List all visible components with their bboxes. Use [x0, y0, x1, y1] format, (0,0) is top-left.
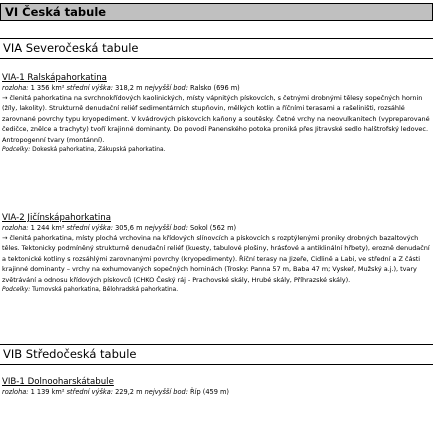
- unit-stats: [2, 83, 430, 93]
- peak-label: nejvyšší bod:: [144, 224, 188, 232]
- subunits-value: Turnovská pahorkatina, Bělohradská pahorkatina.: [32, 287, 179, 294]
- subsection-header-via: VIA Severočeská tabule: [0, 38, 433, 59]
- peak-value: Sokol (562 m): [190, 224, 237, 232]
- unit-title: VIA-1 Ralskápahorkatina: [2, 73, 107, 83]
- area-value: 1 244 km²: [30, 224, 65, 232]
- area-value: 1 356 km²: [30, 84, 65, 92]
- mean-height-value: 305,6 m: [115, 224, 143, 232]
- unit-description: → členitá pahorkatina na svrchnokřídových kaolinických, místy vápnitých pískovcích, s četnými drobnými tělesy sopečných hornin (žíly, lakolity). Strukturně denudační reliéf sedimentárních stupňovin, mělkých kotlin a říčními terasami a rašeliništi, rozsáhlé zarovnané povrchy typu kryopediment. V kvádrových pískovcích kaňony a soutěsky. Četné vrchy na neovulkanitech (vypreparované čedičce, znělce a trachyty) tvoří krajinné dominanty. Do povodí Panenského potoka proniká přes Jitravské sedlo halštrofský ledovec. Antropogenní tvary (montánní).: [2, 94, 430, 144]
- mean-height-value: 318,2 m: [115, 84, 143, 92]
- subsection-header-vib: VIB Středočeská tabule: [0, 344, 433, 365]
- unit-subunits: [2, 145, 430, 155]
- unit-block-via-2: [2, 213, 430, 295]
- main-section-header: VI Česká tabule: [0, 3, 433, 21]
- area-label: rozloha:: [2, 388, 29, 396]
- subunits-label: Podcelky:: [2, 147, 31, 154]
- unit-stats: [2, 223, 430, 233]
- peak-label: nejvyšší bod:: [144, 84, 188, 92]
- area-label: rozloha:: [2, 224, 29, 232]
- unit-title: VIB-1 Dolnooharskátabule: [2, 377, 114, 387]
- unit-stats: [2, 387, 430, 397]
- peak-value: Ralsko (696 m): [190, 84, 240, 92]
- subunits-label: Podcelky:: [2, 287, 31, 294]
- peak-value: Říp (459 m): [190, 388, 229, 396]
- unit-title: VIA-2 Jičínskápahorkatina: [2, 213, 111, 223]
- peak-label: nejvyšší bod:: [144, 388, 188, 396]
- unit-block-vib-1: [2, 377, 430, 397]
- mean-height-label: střední výška:: [66, 388, 113, 396]
- mean-height-label: střední výška:: [66, 84, 113, 92]
- area-label: rozloha:: [2, 84, 29, 92]
- area-value: 1 139 km²: [30, 388, 65, 396]
- unit-block-via-1: [2, 73, 430, 155]
- unit-description: → členitá pahorkatina, místy plochá vrchovina na křídových slínovcích a pískovcích s rozptýlenými proniky drobných bazaltových těles. Tektonicky podmíněný strukturně denudační reliéf (kuesty, tabulové plošiny, hrásťové a antiklinální hřbety), erozně denudační a tektonické kotliny s rozsáhlými zarovnanými povrchy (kryopedimenty). Říční terasy na Jizeře, Cidlině a Labi, ve střední a Z části krajinné dominanty – vrchy na exhumovaných sopečných horninách (Trosky: Panna 57 m, Baba 47 m; Vyskeř, Mužský a.j.), tvary zvětrávání a odnosu křídových pískovců (CHKO Český ráj - Prachovské skály, Hrubé skály, Příhrazské skály).: [2, 234, 430, 284]
- subunits-value: Dokeská pahorkatina, Zákupská pahorkatina.: [32, 147, 166, 154]
- unit-subunits: [2, 285, 430, 295]
- mean-height-label: střední výška:: [66, 224, 113, 232]
- mean-height-value: 229,2 m: [115, 388, 143, 396]
